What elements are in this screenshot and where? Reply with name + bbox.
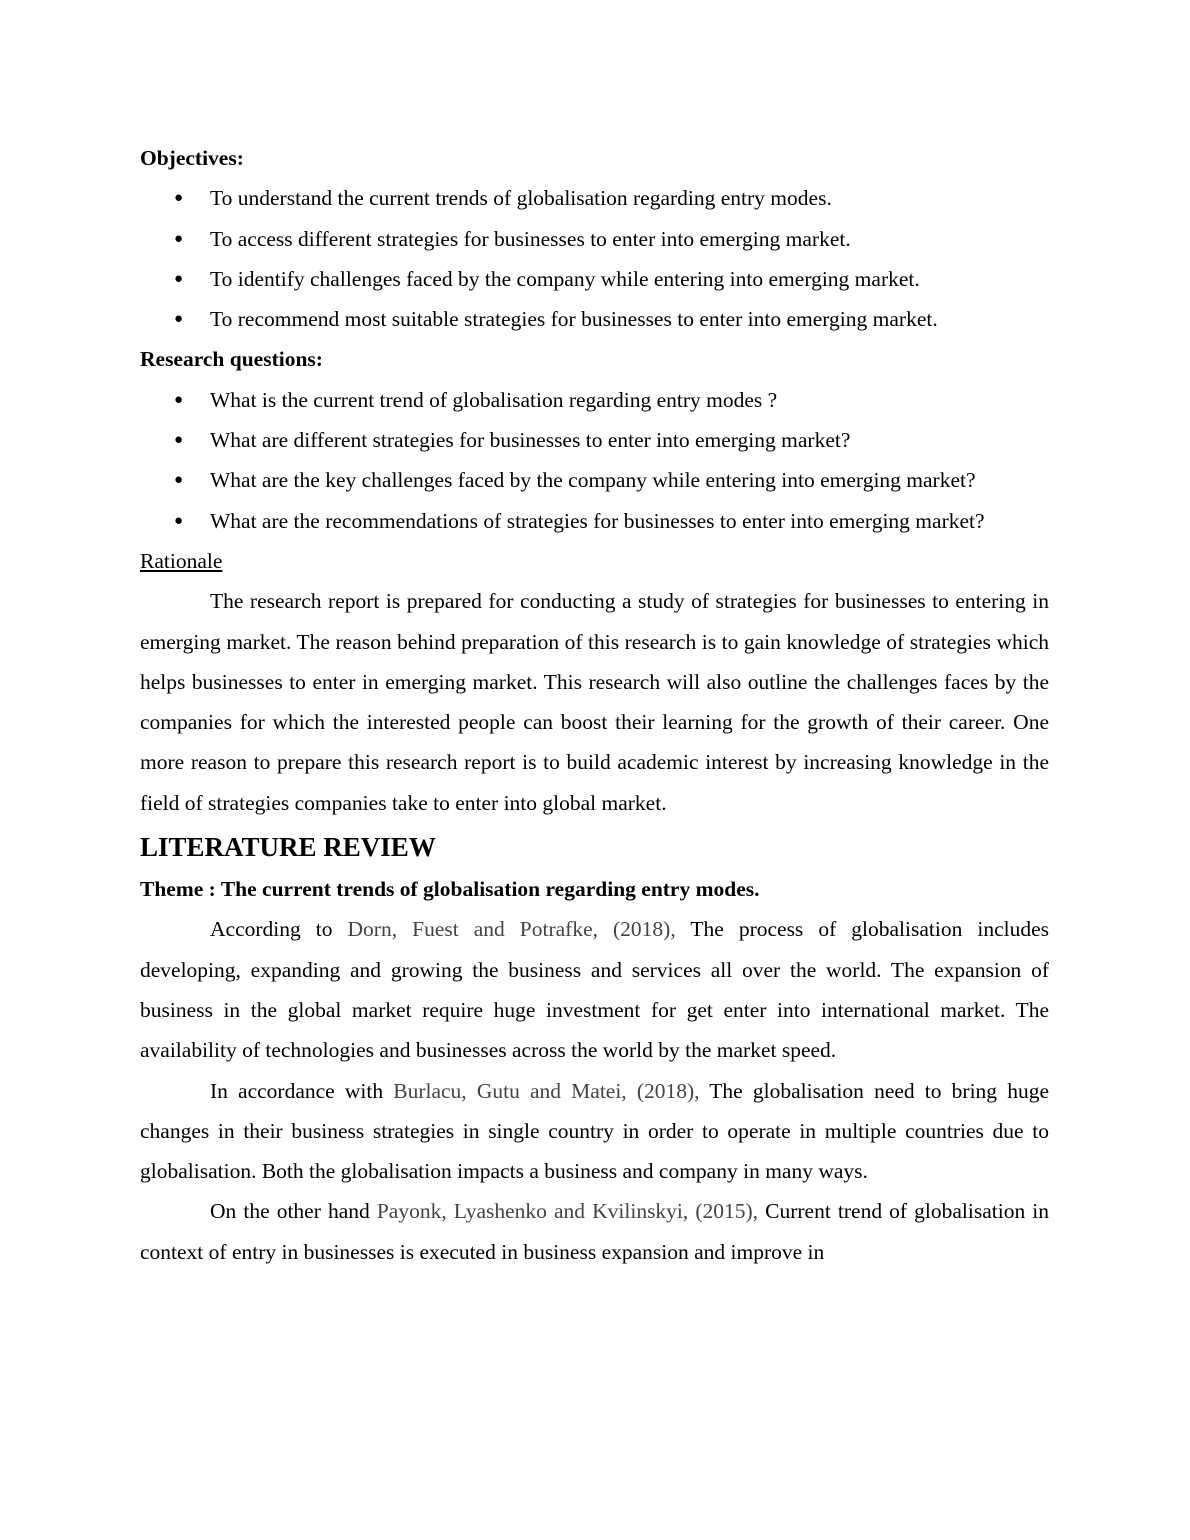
literature-paragraph-1 [140, 909, 1049, 1070]
citation: Payonk, Lyashenko and Kvilinskyi, (2015), [376, 1199, 759, 1224]
list-item: ● What are the recommendations of strategies for businesses to enter into emerging market? [140, 501, 1049, 541]
list-item: ● What is the current trend of globalisation regarding entry modes ? [140, 380, 1049, 420]
objectives-list [140, 178, 1049, 339]
objectives-heading: Objectives: [140, 146, 244, 170]
paragraph-text: Current trend of globalisation in context of entry in businesses is executed in business expansion and improve in [140, 1199, 1049, 1264]
literature-paragraph-3 [140, 1191, 1049, 1272]
list-item: ● To identify challenges faced by the company while entering into emerging market. [140, 259, 1049, 299]
document-page [140, 138, 1049, 1272]
paragraph-text: The globalisation need to bring huge changes in their business strategies in single country in order to operate in multiple countries due to globalisation. Both the globalisation impacts a business and company in many ways. [140, 1078, 1049, 1184]
list-item: ● To access different strategies for businesses to enter into emerging market. [140, 219, 1049, 259]
rationale-heading: Rationale [140, 548, 223, 573]
paragraph-lead: In accordance with [210, 1078, 384, 1103]
list-item: ● To recommend most suitable strategies for businesses to enter into emerging market. [140, 299, 1049, 339]
list-item: ● What are different strategies for businesses to enter into emerging market? [140, 420, 1049, 460]
research-questions-heading: Research questions: [140, 347, 323, 372]
citation: Dorn, Fuest and Potrafke, (2018), [347, 917, 676, 942]
citation: Burlacu, Gutu and Matei, (2018), [393, 1078, 700, 1103]
list-item: ● What are the key challenges faced by the company while entering into emerging market? [140, 460, 1049, 500]
list-item: ● To understand the current trends of globalisation regarding entry modes. [140, 178, 1049, 218]
paragraph-text: The process of globalisation includes developing, expanding and growing the business and services all over the world. The expansion of business in the global market require huge investment for get enter into international market. The availability of technologies and businesses across the world by the market speed. [140, 917, 1049, 1063]
paragraph-lead: On the other hand [210, 1199, 370, 1224]
research-questions-list [140, 380, 1049, 541]
literature-review-heading: LITERATURE REVIEW [140, 832, 436, 863]
paragraph-lead: According to [210, 917, 333, 942]
theme-heading: Theme : The current trends of globalisation regarding entry modes. [140, 877, 760, 902]
literature-paragraph-2 [140, 1071, 1049, 1192]
rationale-paragraph: The research report is prepared for conducting a study of strategies for businesses to entering in emerging market. The reason behind preparation of this research is to gain knowledge of strategies which helps businesses to enter in emerging market. This research will also outline the challenges faces by the companies for which the interested people can boost their learning for the growth of their career. One more reason to prepare this research report is to build academic interest by increasing knowledge in the field of strategies companies take to enter into global market. [140, 589, 1049, 815]
